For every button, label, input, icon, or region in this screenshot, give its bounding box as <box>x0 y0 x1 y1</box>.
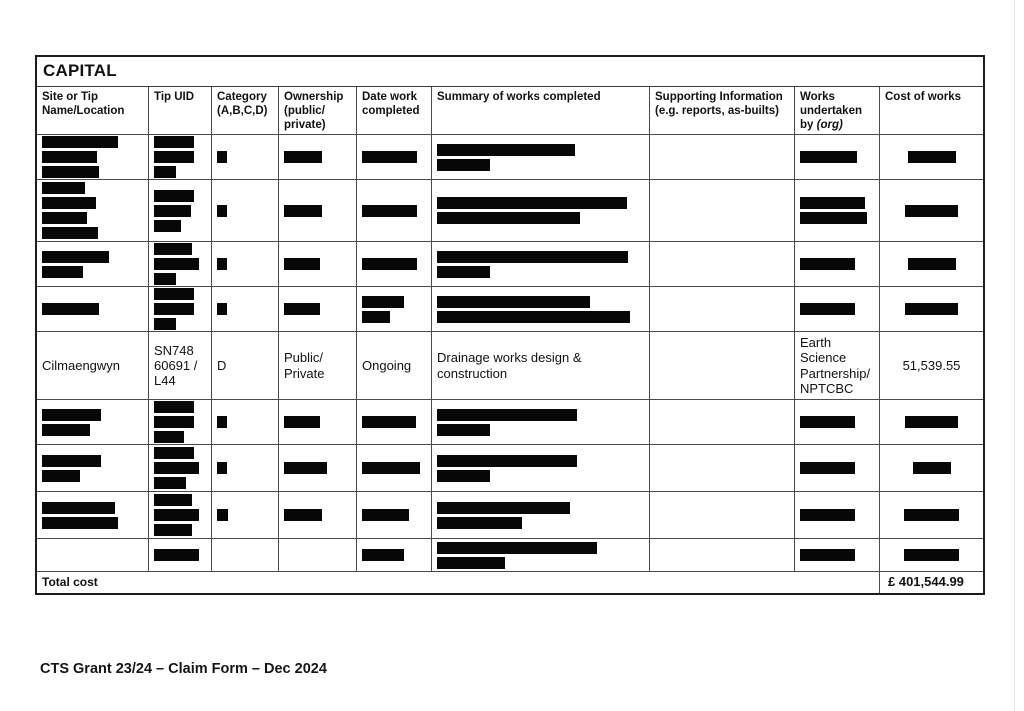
ownership-cell <box>279 400 357 445</box>
site-or-tip-name-cell <box>37 332 149 400</box>
cell-text: Drainage works design & construction <box>437 350 582 381</box>
redaction-bar <box>217 205 227 217</box>
redaction-bar <box>42 502 115 514</box>
site-or-tip-name-cell <box>37 400 149 445</box>
redaction-bar <box>284 462 327 474</box>
category-cell <box>212 539 279 572</box>
redaction-bar <box>437 251 628 263</box>
cell-text: Ongoing <box>362 357 412 373</box>
redaction-bar <box>154 318 176 330</box>
table-row <box>37 180 983 242</box>
redaction-bar <box>154 136 194 148</box>
date-work-completed-cell <box>357 135 432 180</box>
redaction-bar <box>437 311 630 323</box>
works-undertaken-by-cell <box>795 287 880 332</box>
tip-uid-cell <box>149 445 212 492</box>
redaction-bar <box>437 144 575 156</box>
table-row <box>37 400 983 445</box>
ownership-cell <box>279 492 357 539</box>
column-header-category <box>212 87 279 135</box>
redaction-bar <box>42 251 109 263</box>
column-header-ownership <box>279 87 357 135</box>
table-row <box>37 242 983 287</box>
table-row <box>37 287 983 332</box>
cost-of-works-cell <box>880 242 983 287</box>
column-header-label: Supporting Information (e.g. reports, as-builts) <box>655 91 783 118</box>
column-header-label: Category (A,B,C,D) <box>217 91 268 118</box>
redaction-bar <box>154 205 191 217</box>
works-undertaken-by-cell <box>795 400 880 445</box>
redaction-bar <box>800 258 855 270</box>
date-work-completed-cell <box>357 492 432 539</box>
redaction-bar <box>800 416 855 428</box>
redaction-bar <box>362 416 416 428</box>
redaction-bar <box>42 409 101 421</box>
category-cell <box>212 400 279 445</box>
redaction-bar <box>217 303 227 315</box>
total-cost-value: £ 401,544.99 <box>888 574 964 589</box>
cell-text: SN748 60691 / L44 <box>154 342 198 389</box>
redaction-bar <box>154 509 199 521</box>
site-or-tip-name-cell <box>37 445 149 492</box>
works-undertaken-by-cell <box>795 332 880 400</box>
tip-uid-cell <box>149 539 212 572</box>
redaction-bar <box>154 151 194 163</box>
cell-text: 51,539.55 <box>902 357 961 373</box>
date-work-completed-cell <box>357 332 432 400</box>
redaction-bar <box>437 517 522 529</box>
redaction-bar <box>154 549 199 561</box>
category-cell <box>212 135 279 180</box>
redaction-bar <box>42 455 101 467</box>
redaction-bar <box>154 462 199 474</box>
works-undertaken-by-cell <box>795 180 880 242</box>
redaction-bar <box>284 205 322 217</box>
redaction-bar <box>154 220 181 232</box>
column-header-cost-of-works <box>880 87 983 135</box>
redaction-bar <box>154 431 184 443</box>
redaction-bar <box>437 455 577 467</box>
redaction-bar <box>42 303 99 315</box>
redaction-bar <box>905 416 958 428</box>
column-header-label: Site or Tip Name/Location <box>42 91 125 118</box>
supporting-information-cell <box>650 180 795 242</box>
cell-text: D <box>217 357 227 373</box>
column-header-label: Cost of works <box>885 91 962 103</box>
redaction-bar <box>42 266 83 278</box>
tip-uid-cell <box>149 287 212 332</box>
works-undertaken-by-cell <box>795 539 880 572</box>
date-work-completed-cell <box>357 539 432 572</box>
cell-text: Earth Science Partnership/ NPTCBC <box>800 334 871 396</box>
redaction-bar <box>905 303 958 315</box>
redaction-bar <box>42 166 99 178</box>
redaction-bar <box>362 462 420 474</box>
redaction-bar <box>217 462 227 474</box>
redaction-bar <box>913 462 951 474</box>
column-header-label: Date work completed <box>362 91 420 118</box>
redaction-bar <box>42 136 118 148</box>
site-or-tip-name-cell <box>37 287 149 332</box>
redaction-bar <box>437 424 490 436</box>
column-header-site-or-tip-name <box>37 87 149 135</box>
redaction-bar <box>154 243 192 255</box>
cost-of-works-cell <box>880 400 983 445</box>
column-header-summary-of-works <box>432 87 650 135</box>
site-or-tip-name-cell <box>37 135 149 180</box>
redaction-bar <box>42 470 80 482</box>
redaction-bar <box>154 190 194 202</box>
total-row <box>37 572 983 593</box>
summary-of-works-cell <box>432 287 650 332</box>
site-or-tip-name-cell <box>37 242 149 287</box>
works-undertaken-by-cell <box>795 445 880 492</box>
category-cell <box>212 445 279 492</box>
redaction-bar <box>362 509 409 521</box>
ownership-cell <box>279 135 357 180</box>
summary-of-works-cell <box>432 242 650 287</box>
redaction-bar <box>154 273 176 285</box>
category-cell <box>212 242 279 287</box>
cost-of-works-cell <box>880 445 983 492</box>
cell-text: Public/ Private <box>284 350 325 381</box>
redaction-bar <box>437 542 597 554</box>
redaction-bar <box>908 258 956 270</box>
date-work-completed-cell <box>357 180 432 242</box>
summary-of-works-cell <box>432 445 650 492</box>
column-header-label: Summary of works completed <box>437 91 601 103</box>
redaction-bar <box>904 549 959 561</box>
tip-uid-cell <box>149 492 212 539</box>
redaction-bar <box>437 197 627 209</box>
site-or-tip-name-cell <box>37 492 149 539</box>
date-work-completed-cell <box>357 400 432 445</box>
redaction-bar <box>437 409 577 421</box>
cost-of-works-cell <box>880 180 983 242</box>
summary-of-works-cell <box>432 332 650 400</box>
category-cell <box>212 332 279 400</box>
redaction-bar <box>362 549 404 561</box>
redaction-bar <box>800 303 855 315</box>
supporting-information-cell <box>650 539 795 572</box>
redaction-bar <box>904 509 959 521</box>
redaction-bar <box>217 151 227 163</box>
column-header-label: Ownership (public/ private) <box>284 91 344 132</box>
redaction-bar <box>437 212 580 224</box>
page-right-edge-line <box>1014 0 1015 711</box>
table-row <box>37 332 983 400</box>
redaction-bar <box>905 205 958 217</box>
ownership-cell <box>279 287 357 332</box>
column-header-tip-uid <box>149 87 212 135</box>
column-header-works-undertaken-by <box>795 87 880 135</box>
redaction-bar <box>437 159 490 171</box>
supporting-information-cell <box>650 492 795 539</box>
redaction-bar <box>800 197 865 209</box>
redaction-bar <box>42 227 98 239</box>
supporting-information-cell <box>650 400 795 445</box>
cost-of-works-cell <box>880 287 983 332</box>
supporting-information-cell <box>650 135 795 180</box>
supporting-information-cell <box>650 287 795 332</box>
redaction-bar <box>362 311 390 323</box>
total-cost-label: Total cost <box>37 572 880 593</box>
redaction-bar <box>42 424 90 436</box>
redaction-bar <box>800 151 857 163</box>
ownership-cell <box>279 445 357 492</box>
redaction-bar <box>42 517 118 529</box>
redaction-bar <box>800 212 867 224</box>
tip-uid-cell <box>149 180 212 242</box>
redaction-bar <box>42 212 87 224</box>
redaction-bar <box>437 470 490 482</box>
works-undertaken-by-cell <box>795 135 880 180</box>
page-footer-text: CTS Grant 23/24 – Claim Form – Dec 2024 <box>40 661 327 677</box>
date-work-completed-cell <box>357 242 432 287</box>
summary-of-works-cell <box>432 180 650 242</box>
supporting-information-cell <box>650 445 795 492</box>
table-section-title: CAPITAL <box>37 57 983 87</box>
redaction-bar <box>217 509 228 521</box>
date-work-completed-cell <box>357 445 432 492</box>
cost-of-works-cell <box>880 332 983 400</box>
tip-uid-cell <box>149 242 212 287</box>
redaction-bar <box>362 205 417 217</box>
redaction-bar <box>437 296 590 308</box>
redaction-bar <box>154 477 186 489</box>
summary-of-works-cell <box>432 135 650 180</box>
category-cell <box>212 492 279 539</box>
redaction-bar <box>42 151 97 163</box>
redaction-bar <box>154 303 194 315</box>
redaction-bar <box>284 509 322 521</box>
redaction-bar <box>437 557 505 569</box>
tip-uid-cell <box>149 400 212 445</box>
category-cell <box>212 180 279 242</box>
redaction-bar <box>154 447 194 459</box>
summary-of-works-cell <box>432 492 650 539</box>
redaction-bar <box>154 494 192 506</box>
cost-of-works-cell <box>880 492 983 539</box>
column-header-label: Tip UID <box>154 91 195 103</box>
column-header-supporting-information <box>650 87 795 135</box>
tip-uid-cell <box>149 332 212 400</box>
column-header-label: Works undertaken by (org) <box>800 91 862 132</box>
table-row <box>37 135 983 180</box>
cost-of-works-cell <box>880 135 983 180</box>
redaction-bar <box>284 258 320 270</box>
redaction-bar <box>284 416 320 428</box>
capital-claim-table <box>35 55 985 595</box>
tip-uid-cell <box>149 135 212 180</box>
ownership-cell <box>279 332 357 400</box>
date-work-completed-cell <box>357 287 432 332</box>
redaction-bar <box>284 151 322 163</box>
table-header-row <box>37 87 983 135</box>
redaction-bar <box>154 524 192 536</box>
redaction-bar <box>362 258 417 270</box>
site-or-tip-name-cell <box>37 539 149 572</box>
redaction-bar <box>437 266 490 278</box>
table-row <box>37 445 983 492</box>
cost-of-works-cell <box>880 539 983 572</box>
redaction-bar <box>217 416 227 428</box>
works-undertaken-by-cell <box>795 492 880 539</box>
table-row <box>37 539 983 572</box>
cell-text: Cilmaengwyn <box>42 357 121 373</box>
redaction-bar <box>154 166 176 178</box>
redaction-bar <box>154 401 194 413</box>
table-row <box>37 492 983 539</box>
supporting-information-cell <box>650 332 795 400</box>
redaction-bar <box>908 151 956 163</box>
category-cell <box>212 287 279 332</box>
supporting-information-cell <box>650 242 795 287</box>
ownership-cell <box>279 242 357 287</box>
summary-of-works-cell <box>432 539 650 572</box>
redaction-bar <box>437 502 570 514</box>
redaction-bar <box>42 182 85 194</box>
redaction-bar <box>362 151 417 163</box>
redaction-bar <box>154 416 194 428</box>
ownership-cell <box>279 539 357 572</box>
redaction-bar <box>42 197 96 209</box>
table-body <box>37 135 983 572</box>
redaction-bar <box>800 549 855 561</box>
works-undertaken-by-cell <box>795 242 880 287</box>
redaction-bar <box>800 509 855 521</box>
summary-of-works-cell <box>432 400 650 445</box>
redaction-bar <box>362 296 404 308</box>
site-or-tip-name-cell <box>37 180 149 242</box>
column-header-date-work-completed <box>357 87 432 135</box>
redaction-bar <box>154 288 194 300</box>
redaction-bar <box>800 462 855 474</box>
redaction-bar <box>284 303 320 315</box>
redaction-bar <box>217 258 227 270</box>
redaction-bar <box>154 258 199 270</box>
ownership-cell <box>279 180 357 242</box>
